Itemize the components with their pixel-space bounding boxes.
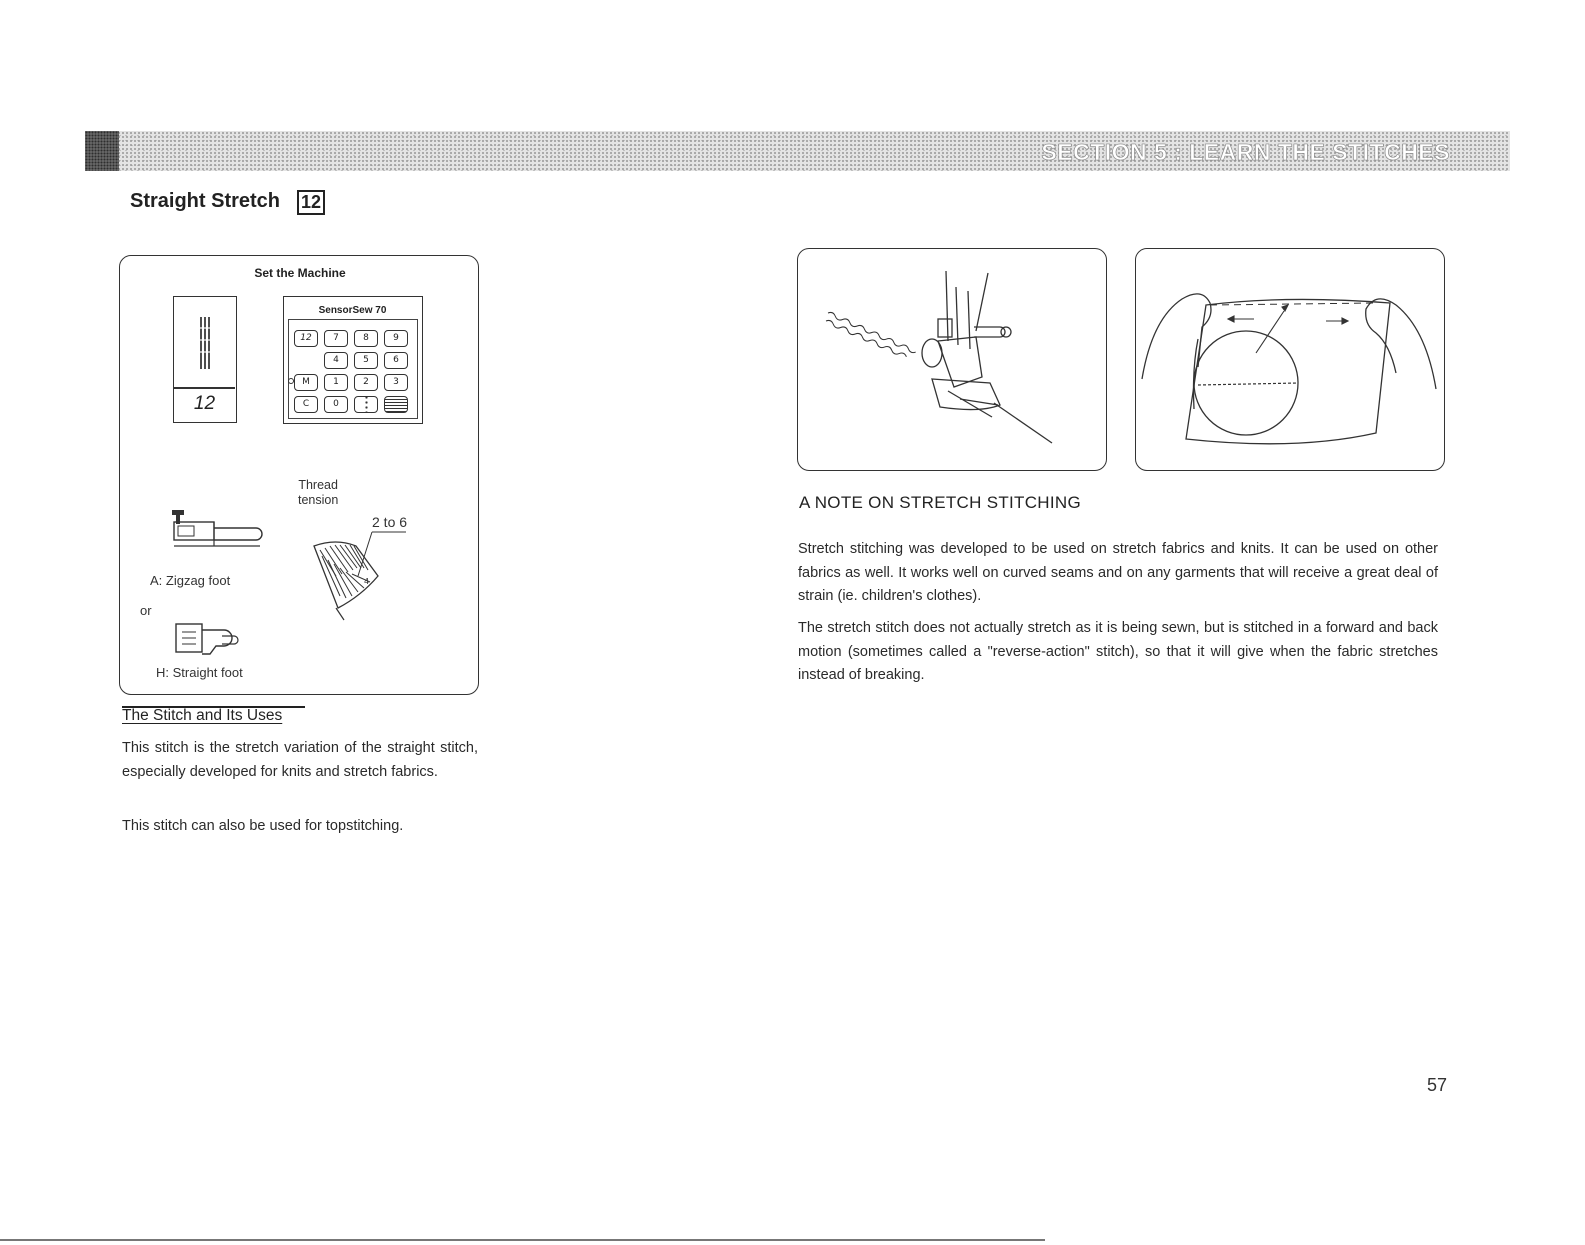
zigzag-foot-icon [168, 508, 278, 556]
keypad-key[interactable]: 5 [354, 352, 378, 369]
uses-paragraph-1: This stitch is the stretch variation of the straight stitch, especially developed for knits and stretch fabrics. [122, 740, 478, 780]
stitch-display [173, 296, 237, 423]
stitch-title: Straight Stretch [130, 190, 281, 212]
fabric-stretch-illustration [1136, 249, 1442, 468]
keypad-key[interactable] [384, 396, 408, 413]
keypad-dot [288, 378, 294, 384]
uses-paragraph-2: This stitch can also be used for topstitching. [122, 818, 404, 834]
display-value: 12 [193, 393, 216, 414]
uses-heading-rule [122, 706, 305, 708]
keypad-key[interactable]: 8 [354, 330, 378, 347]
tension-dial-icon [306, 524, 406, 634]
machine-keypad [283, 296, 423, 424]
section-header-band [85, 131, 1510, 171]
thread-tension-label: Thread tension [298, 478, 339, 507]
note-heading: A NOTE ON STRETCH STITCHING [799, 493, 1082, 512]
keypad-key[interactable]: 9 [384, 330, 408, 347]
keypad-key[interactable]: 12 [294, 330, 318, 347]
or-label: or [140, 603, 152, 618]
brand-label: SensorSew 70 [318, 305, 387, 316]
bottom-scan-rule [0, 1239, 1045, 1241]
note-paragraph-1: Stretch stitching was developed to be used on stretch fabrics and knits. It can be used on other fabrics as well. It works well on curved seams and on any garments that will receive a great deal of strain (ie. children's clothes). [798, 541, 1438, 604]
straight-foot-icon [172, 618, 262, 662]
fabric-stretch-figure [1135, 248, 1445, 471]
uses-heading: The Stitch and Its Uses [122, 707, 283, 724]
keypad-key[interactable]: 4 [324, 352, 348, 369]
stitch-pattern-icon [174, 297, 235, 387]
svg-text:4: 4 [364, 577, 370, 586]
keypad-key[interactable]: 3 [384, 374, 408, 391]
header-dark-block [85, 131, 119, 171]
page-number: 57 [1427, 1075, 1448, 1095]
stitch-number-badge: 12 [297, 190, 325, 215]
section-label: SECTION 5 : LEARN THE STITCHES [1041, 139, 1450, 165]
keypad-key[interactable]: 0 [324, 396, 348, 413]
keypad-key[interactable]: M [294, 374, 318, 391]
keypad-key[interactable]: 1 [324, 374, 348, 391]
foot-h-label: H: Straight foot [156, 665, 243, 680]
panel-heading: Set the Machine [254, 266, 346, 280]
machine-settings-panel [119, 255, 479, 695]
keypad-key[interactable]: 7 [324, 330, 348, 347]
note-paragraph-2: The stretch stitch does not actually stretch as it is being sewn, but is stitched in a forward and back motion (sometimes called a "reverse-action" stitch), so that it will give when the fabric stretches instead of breaking. [798, 620, 1438, 683]
presser-foot-illustration [798, 249, 1104, 468]
keypad-key[interactable] [354, 396, 378, 413]
keypad-key[interactable]: 2 [354, 374, 378, 391]
foot-a-label: A: Zigzag foot [150, 573, 231, 588]
thread-tension-value: 2 to 6 [372, 514, 408, 530]
presser-foot-figure [797, 248, 1107, 471]
keypad-key[interactable]: 6 [384, 352, 408, 369]
keypad-key[interactable]: C [294, 396, 318, 413]
